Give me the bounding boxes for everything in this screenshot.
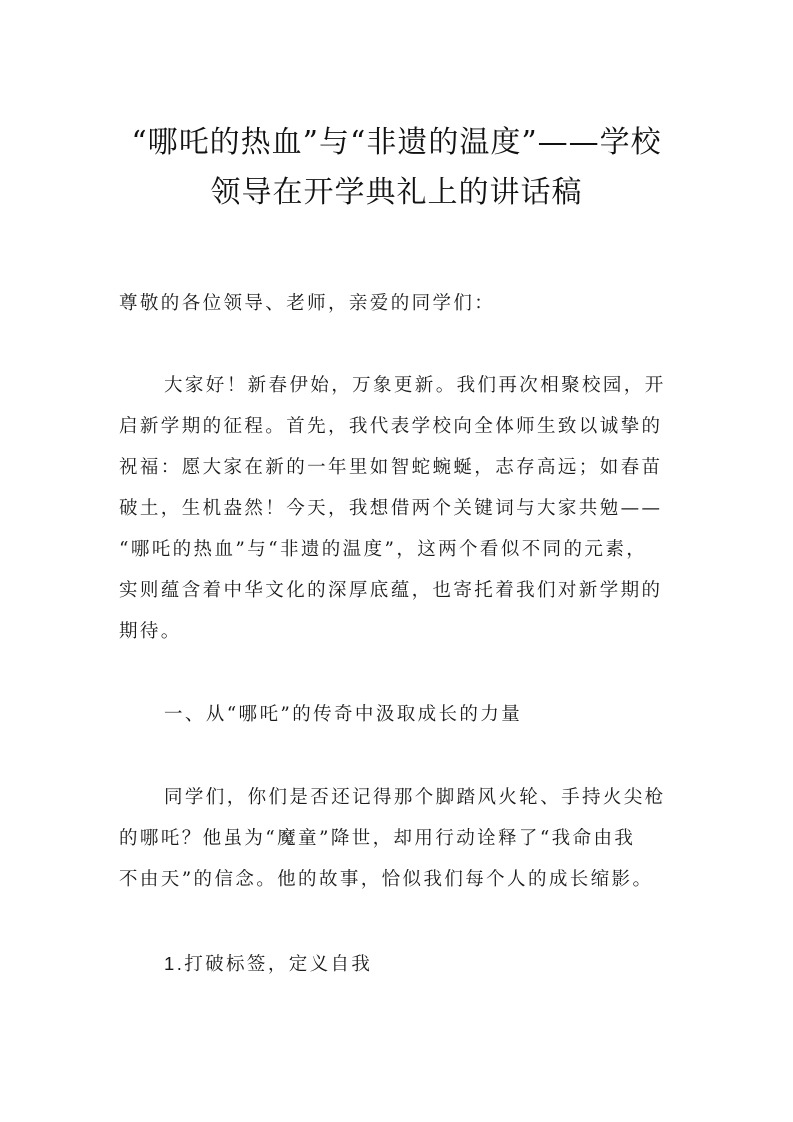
paragraph-1-line-3: 祝福：愿大家在新的一年里如智蛇蜿蜒，志存高远；如春苗 (119, 457, 663, 478)
paragraph-2-line-2: 的哪吒？他虽为“魔童”降世，却用行动诠释了“我命由我 (119, 828, 636, 849)
paragraph-1-line-2: 启新学期的征程。首先，我代表学校向全体师生致以诚挚的 (119, 416, 663, 437)
section-1-heading: 一、从“哪吒”的传奇中汲取成长的力量 (164, 704, 523, 725)
paragraph-2-line-3: 不由天”的信念。他的故事，恰似我们每个人的成长缩影。 (119, 869, 654, 890)
paragraph-1-line-1: 大家好！新春伊始，万象更新。我们再次相聚校园，开 (164, 375, 666, 396)
paragraph-1-line-6: 实则蕴含着中华文化的深厚底蕴，也寄托着我们对新学期的 (119, 580, 663, 601)
subheading-1-text: 打破标签，定义自我 (184, 954, 373, 975)
greeting: 尊敬的各位领导、老师，亲爱的同学们： (119, 293, 496, 314)
subheading-1-number: 1. (164, 953, 185, 974)
paragraph-1-line-7: 期待。 (119, 621, 182, 642)
paragraph-2-line-1: 同学们，你们是否还记得那个脚踏风火轮、手持火尖枪 (164, 787, 666, 808)
subheading-1 (164, 952, 724, 977)
document-title (100, 118, 693, 218)
paragraph-1-line-5: “哪吒的热血”与“非遗的温度”，这两个看似不同的元素， (119, 539, 648, 560)
title-line-1: “哪吒的热血”与“非遗的温度”——学校 (131, 125, 662, 160)
paragraph-1-line-4: 破土，生机盎然！今天，我想借两个关键词与大家共勉—— (119, 498, 663, 519)
title-line-2: 领导在开学典礼上的讲话稿 (210, 175, 583, 210)
